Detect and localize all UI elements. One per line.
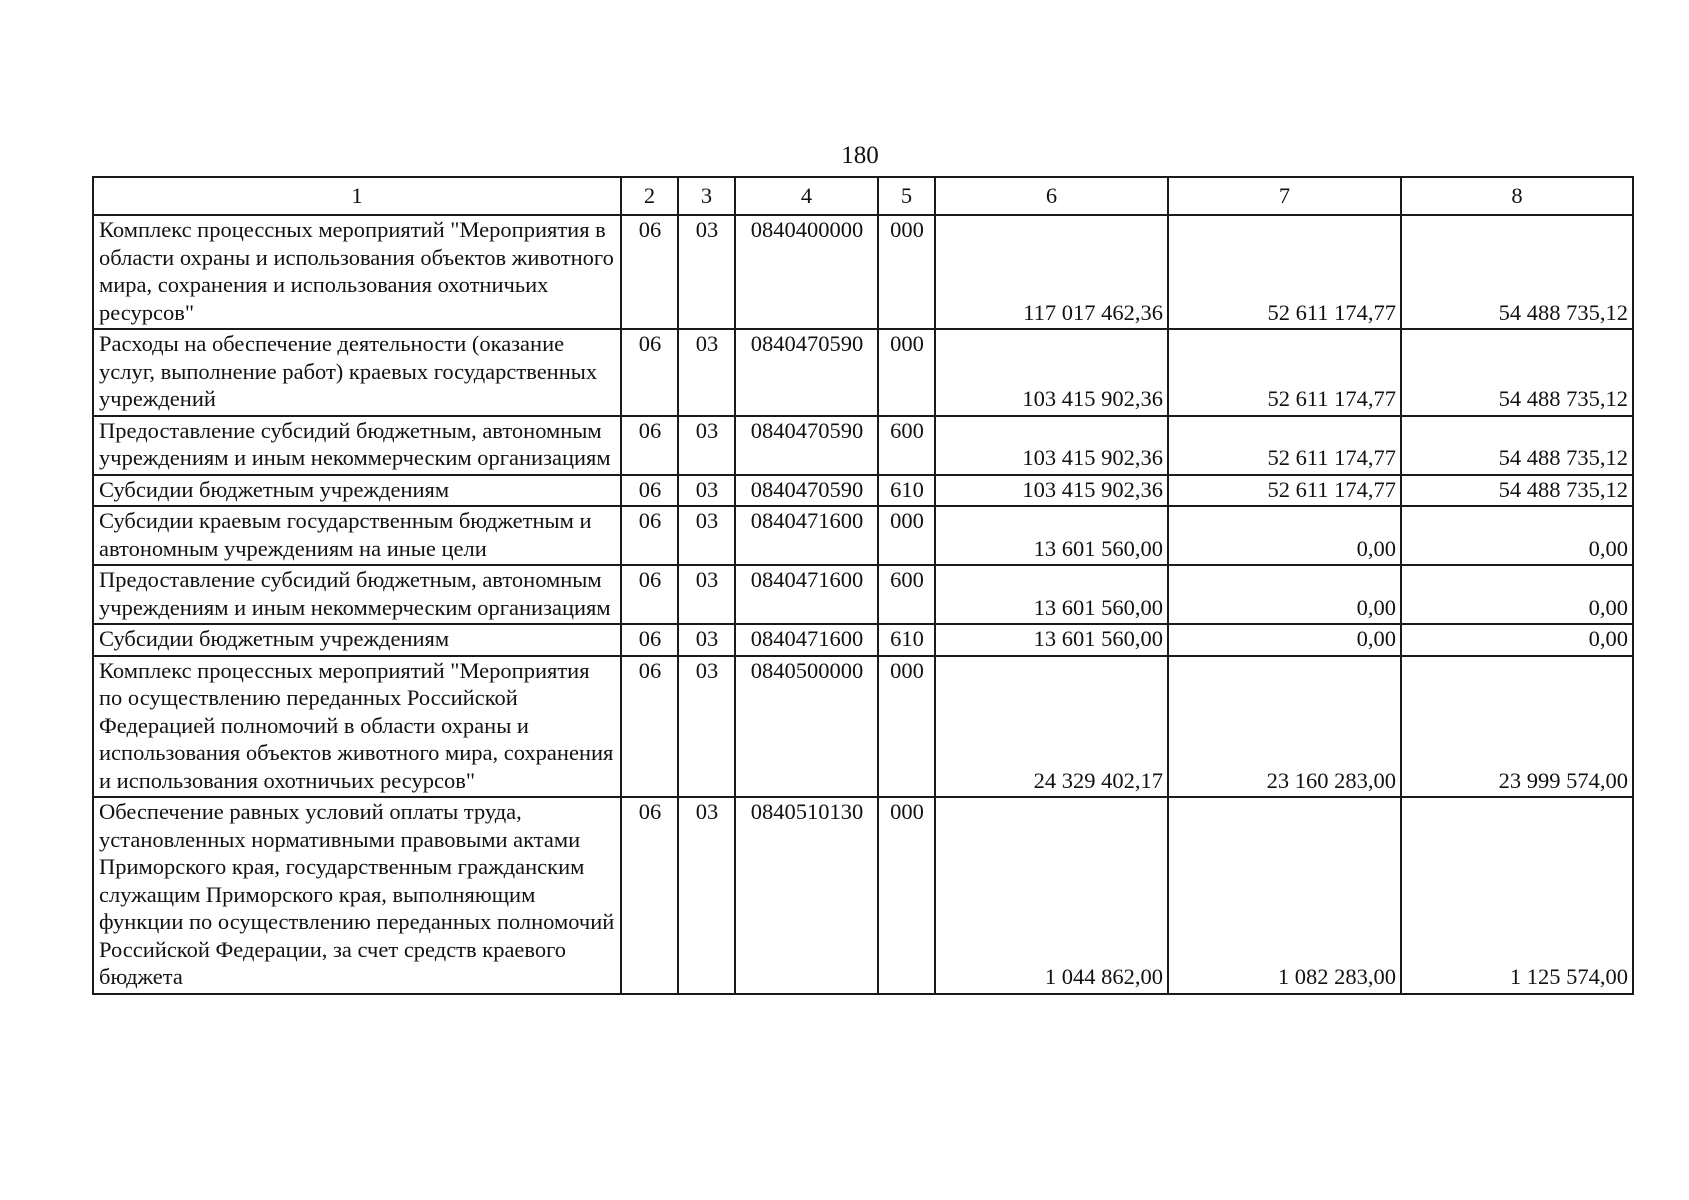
table-row	[93, 797, 1633, 994]
section-code: 06	[621, 475, 678, 507]
amount-col-8: 1 125 574,00	[1401, 797, 1633, 994]
amount-col-6: 103 415 902,36	[935, 329, 1168, 416]
target-article-code: 0840471600	[735, 506, 878, 565]
amount-col-8: 23 999 574,00	[1401, 656, 1633, 798]
amount-col-6: 103 415 902,36	[935, 416, 1168, 475]
budget-table	[92, 176, 1634, 995]
row-name: Субсидии бюджетным учреждениям	[93, 624, 621, 656]
section-code: 06	[621, 565, 678, 624]
expense-type-code: 000	[878, 506, 935, 565]
table-row	[93, 624, 1633, 656]
section-code: 06	[621, 656, 678, 798]
header-col-3: 3	[678, 177, 735, 215]
amount-col-6: 13 601 560,00	[935, 624, 1168, 656]
row-name: Расходы на обеспечение деятельности (оказание услуг, выполнение работ) краевых государственных учреждений	[93, 329, 621, 416]
expense-type-code: 000	[878, 797, 935, 994]
expense-type-code: 600	[878, 416, 935, 475]
section-code: 06	[621, 215, 678, 329]
amount-col-7: 52 611 174,77	[1168, 215, 1401, 329]
expense-type-code: 000	[878, 215, 935, 329]
section-code: 06	[621, 329, 678, 416]
target-article-code: 0840471600	[735, 565, 878, 624]
amount-col-6: 24 329 402,17	[935, 656, 1168, 798]
expense-type-code: 610	[878, 475, 935, 507]
table-row	[93, 416, 1633, 475]
row-name: Обеспечение равных условий оплаты труда, установленных нормативными правовыми актами Приморского края, государственным гражданским служащим Приморского края, выполняющим функции по осуществлению переданных полномочий Российской Федерации, за счет средств краевого бюджета	[93, 797, 621, 994]
amount-col-7: 0,00	[1168, 506, 1401, 565]
amount-col-8: 54 488 735,12	[1401, 215, 1633, 329]
row-name: Комплекс процессных мероприятий "Мероприятия по осуществлению переданных Российской Федерацией полномочий в области охраны и использования объектов животного мира, сохранения и использования охотничьих ресурсов"	[93, 656, 621, 798]
section-code: 06	[621, 416, 678, 475]
amount-col-8: 54 488 735,12	[1401, 329, 1633, 416]
page-number: 180	[841, 142, 879, 169]
table-row	[93, 565, 1633, 624]
target-article-code: 0840400000	[735, 215, 878, 329]
table-row	[93, 329, 1633, 416]
table-row	[93, 475, 1633, 507]
section-code: 06	[621, 797, 678, 994]
subsection-code: 03	[678, 797, 735, 994]
amount-col-7: 23 160 283,00	[1168, 656, 1401, 798]
header-col-1: 1	[93, 177, 621, 215]
subsection-code: 03	[678, 624, 735, 656]
subsection-code: 03	[678, 506, 735, 565]
header-col-5: 5	[878, 177, 935, 215]
amount-col-7: 0,00	[1168, 565, 1401, 624]
target-article-code: 0840470590	[735, 475, 878, 507]
amount-col-6: 13 601 560,00	[935, 506, 1168, 565]
amount-col-7: 0,00	[1168, 624, 1401, 656]
header-col-4: 4	[735, 177, 878, 215]
amount-col-7: 52 611 174,77	[1168, 475, 1401, 507]
row-name: Субсидии краевым государственным бюджетным и автономным учреждениям на иные цели	[93, 506, 621, 565]
amount-col-8: 54 488 735,12	[1401, 475, 1633, 507]
expense-type-code: 000	[878, 329, 935, 416]
section-code: 06	[621, 506, 678, 565]
row-name: Комплекс процессных мероприятий "Мероприятия в области охраны и использования объектов животного мира, сохранения и использования охотничьих ресурсов"	[93, 215, 621, 329]
subsection-code: 03	[678, 565, 735, 624]
expense-type-code: 600	[878, 565, 935, 624]
subsection-code: 03	[678, 215, 735, 329]
section-code: 06	[621, 624, 678, 656]
table-row	[93, 215, 1633, 329]
header-col-7: 7	[1168, 177, 1401, 215]
subsection-code: 03	[678, 475, 735, 507]
amount-col-7: 1 082 283,00	[1168, 797, 1401, 994]
amount-col-6: 117 017 462,36	[935, 215, 1168, 329]
amount-col-8: 0,00	[1401, 565, 1633, 624]
target-article-code: 0840500000	[735, 656, 878, 798]
header-col-6: 6	[935, 177, 1168, 215]
table-row	[93, 506, 1633, 565]
header-col-2: 2	[621, 177, 678, 215]
target-article-code: 0840470590	[735, 416, 878, 475]
amount-col-8: 0,00	[1401, 506, 1633, 565]
target-article-code: 0840470590	[735, 329, 878, 416]
table-header-row	[93, 177, 1633, 215]
amount-col-7: 52 611 174,77	[1168, 329, 1401, 416]
amount-col-7: 52 611 174,77	[1168, 416, 1401, 475]
subsection-code: 03	[678, 329, 735, 416]
expense-type-code: 610	[878, 624, 935, 656]
row-name: Предоставление субсидий бюджетным, автономным учреждениям и иным некоммерческим организациям	[93, 416, 621, 475]
target-article-code: 0840471600	[735, 624, 878, 656]
row-name: Субсидии бюджетным учреждениям	[93, 475, 621, 507]
amount-col-6: 13 601 560,00	[935, 565, 1168, 624]
amount-col-6: 1 044 862,00	[935, 797, 1168, 994]
table-row	[93, 656, 1633, 798]
amount-col-8: 0,00	[1401, 624, 1633, 656]
amount-col-6: 103 415 902,36	[935, 475, 1168, 507]
row-name: Предоставление субсидий бюджетным, автономным учреждениям и иным некоммерческим организациям	[93, 565, 621, 624]
target-article-code: 0840510130	[735, 797, 878, 994]
header-col-8: 8	[1401, 177, 1633, 215]
subsection-code: 03	[678, 416, 735, 475]
amount-col-8: 54 488 735,12	[1401, 416, 1633, 475]
subsection-code: 03	[678, 656, 735, 798]
expense-type-code: 000	[878, 656, 935, 798]
